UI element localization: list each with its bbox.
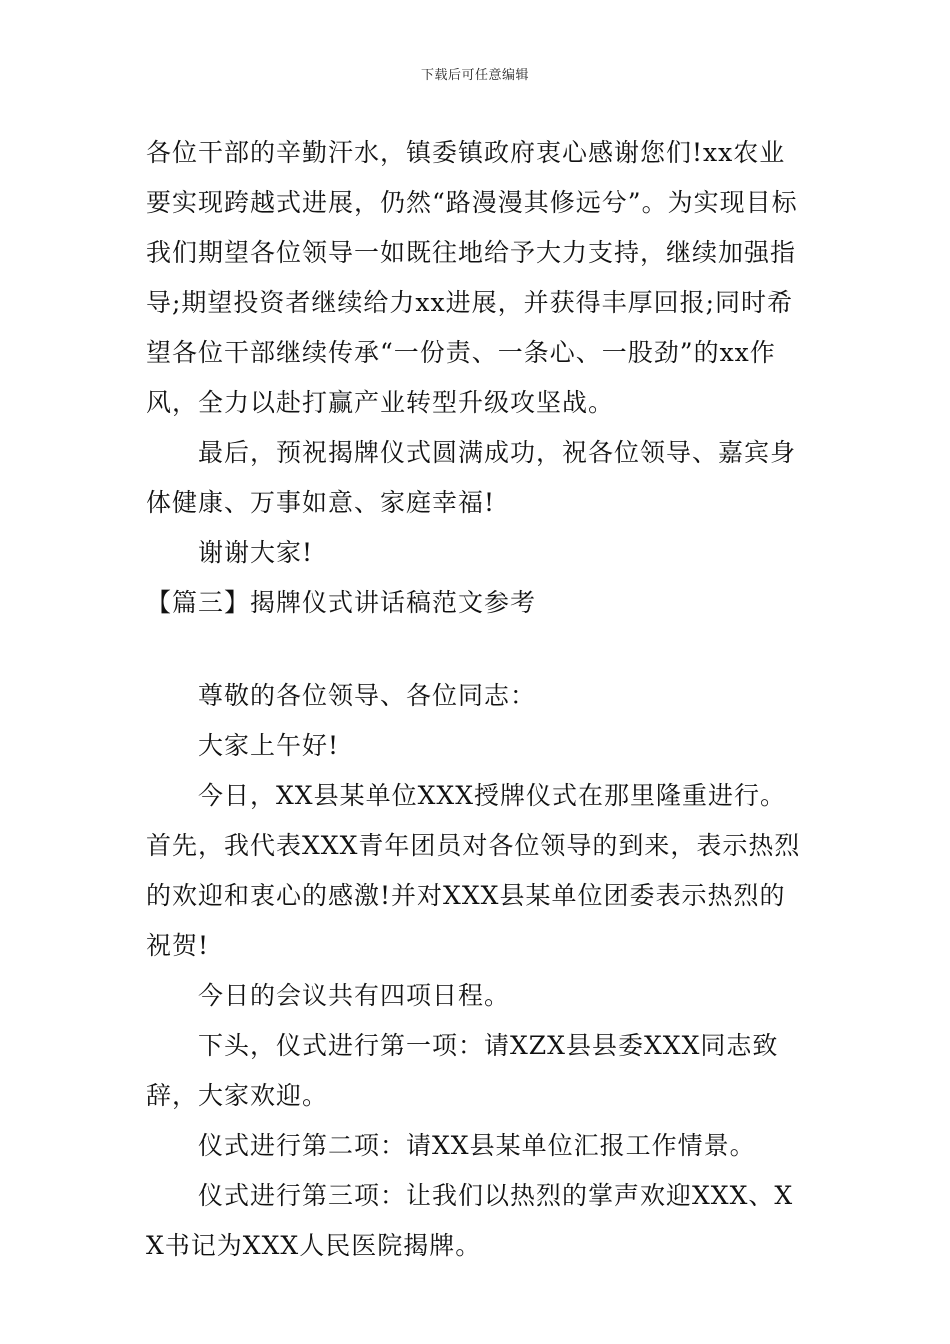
paragraph: 谢谢大家! <box>198 538 314 567</box>
section-title: 【篇三】揭牌仪式讲话稿范文参考 <box>146 588 537 617</box>
page-header-note: 下载后可任意编辑 <box>420 68 529 83</box>
paragraph: 尊敬的各位领导、各位同志： <box>198 681 537 710</box>
paragraph: 仪式进行第二项：请XX县某单位汇报工作情景。 <box>198 1131 756 1160</box>
paragraph: 今日的会议共有四项日程。 <box>198 981 511 1010</box>
document-body <box>146 128 810 1271</box>
paragraph: 各位干部的辛勤汗水，镇委镇政府衷心感谢您们!xx农业要实现跨越式进展，仍然“路漫漫其修远兮”。为实现目标我们期望各位领导一如既往地给予大力支持，继续加强指导;期望投资者继续给力xx进展，并获得丰厚回报;同时希望各位干部继续传承“一份责、一条心、一股劲”的xx作风，全力以赴打赢产业转型升级攻坚战。 <box>146 138 798 417</box>
paragraph: 今日，XX县某单位XXX授牌仪式在那里隆重进行。首先，我代表XXX青年团员对各位领导的到来，表示热烈的欢迎和衷心的感激!并对XXX县某单位团委表示热烈的祝贺! <box>146 781 801 960</box>
spacer <box>146 628 810 671</box>
paragraph: 大家上午好! <box>198 731 340 760</box>
paragraph: 下头，仪式进行第一项：请XZX县县委XXX同志致辞，大家欢迎。 <box>146 1031 779 1110</box>
paragraph: 最后，预祝揭牌仪式圆满成功，祝各位领导、嘉宾身体健康、万事如意、家庭幸福! <box>146 438 797 517</box>
paragraph: 仪式进行第三项：让我们以热烈的掌声欢迎XXX、XX书记为XXX人民医院揭牌。 <box>146 1181 794 1260</box>
